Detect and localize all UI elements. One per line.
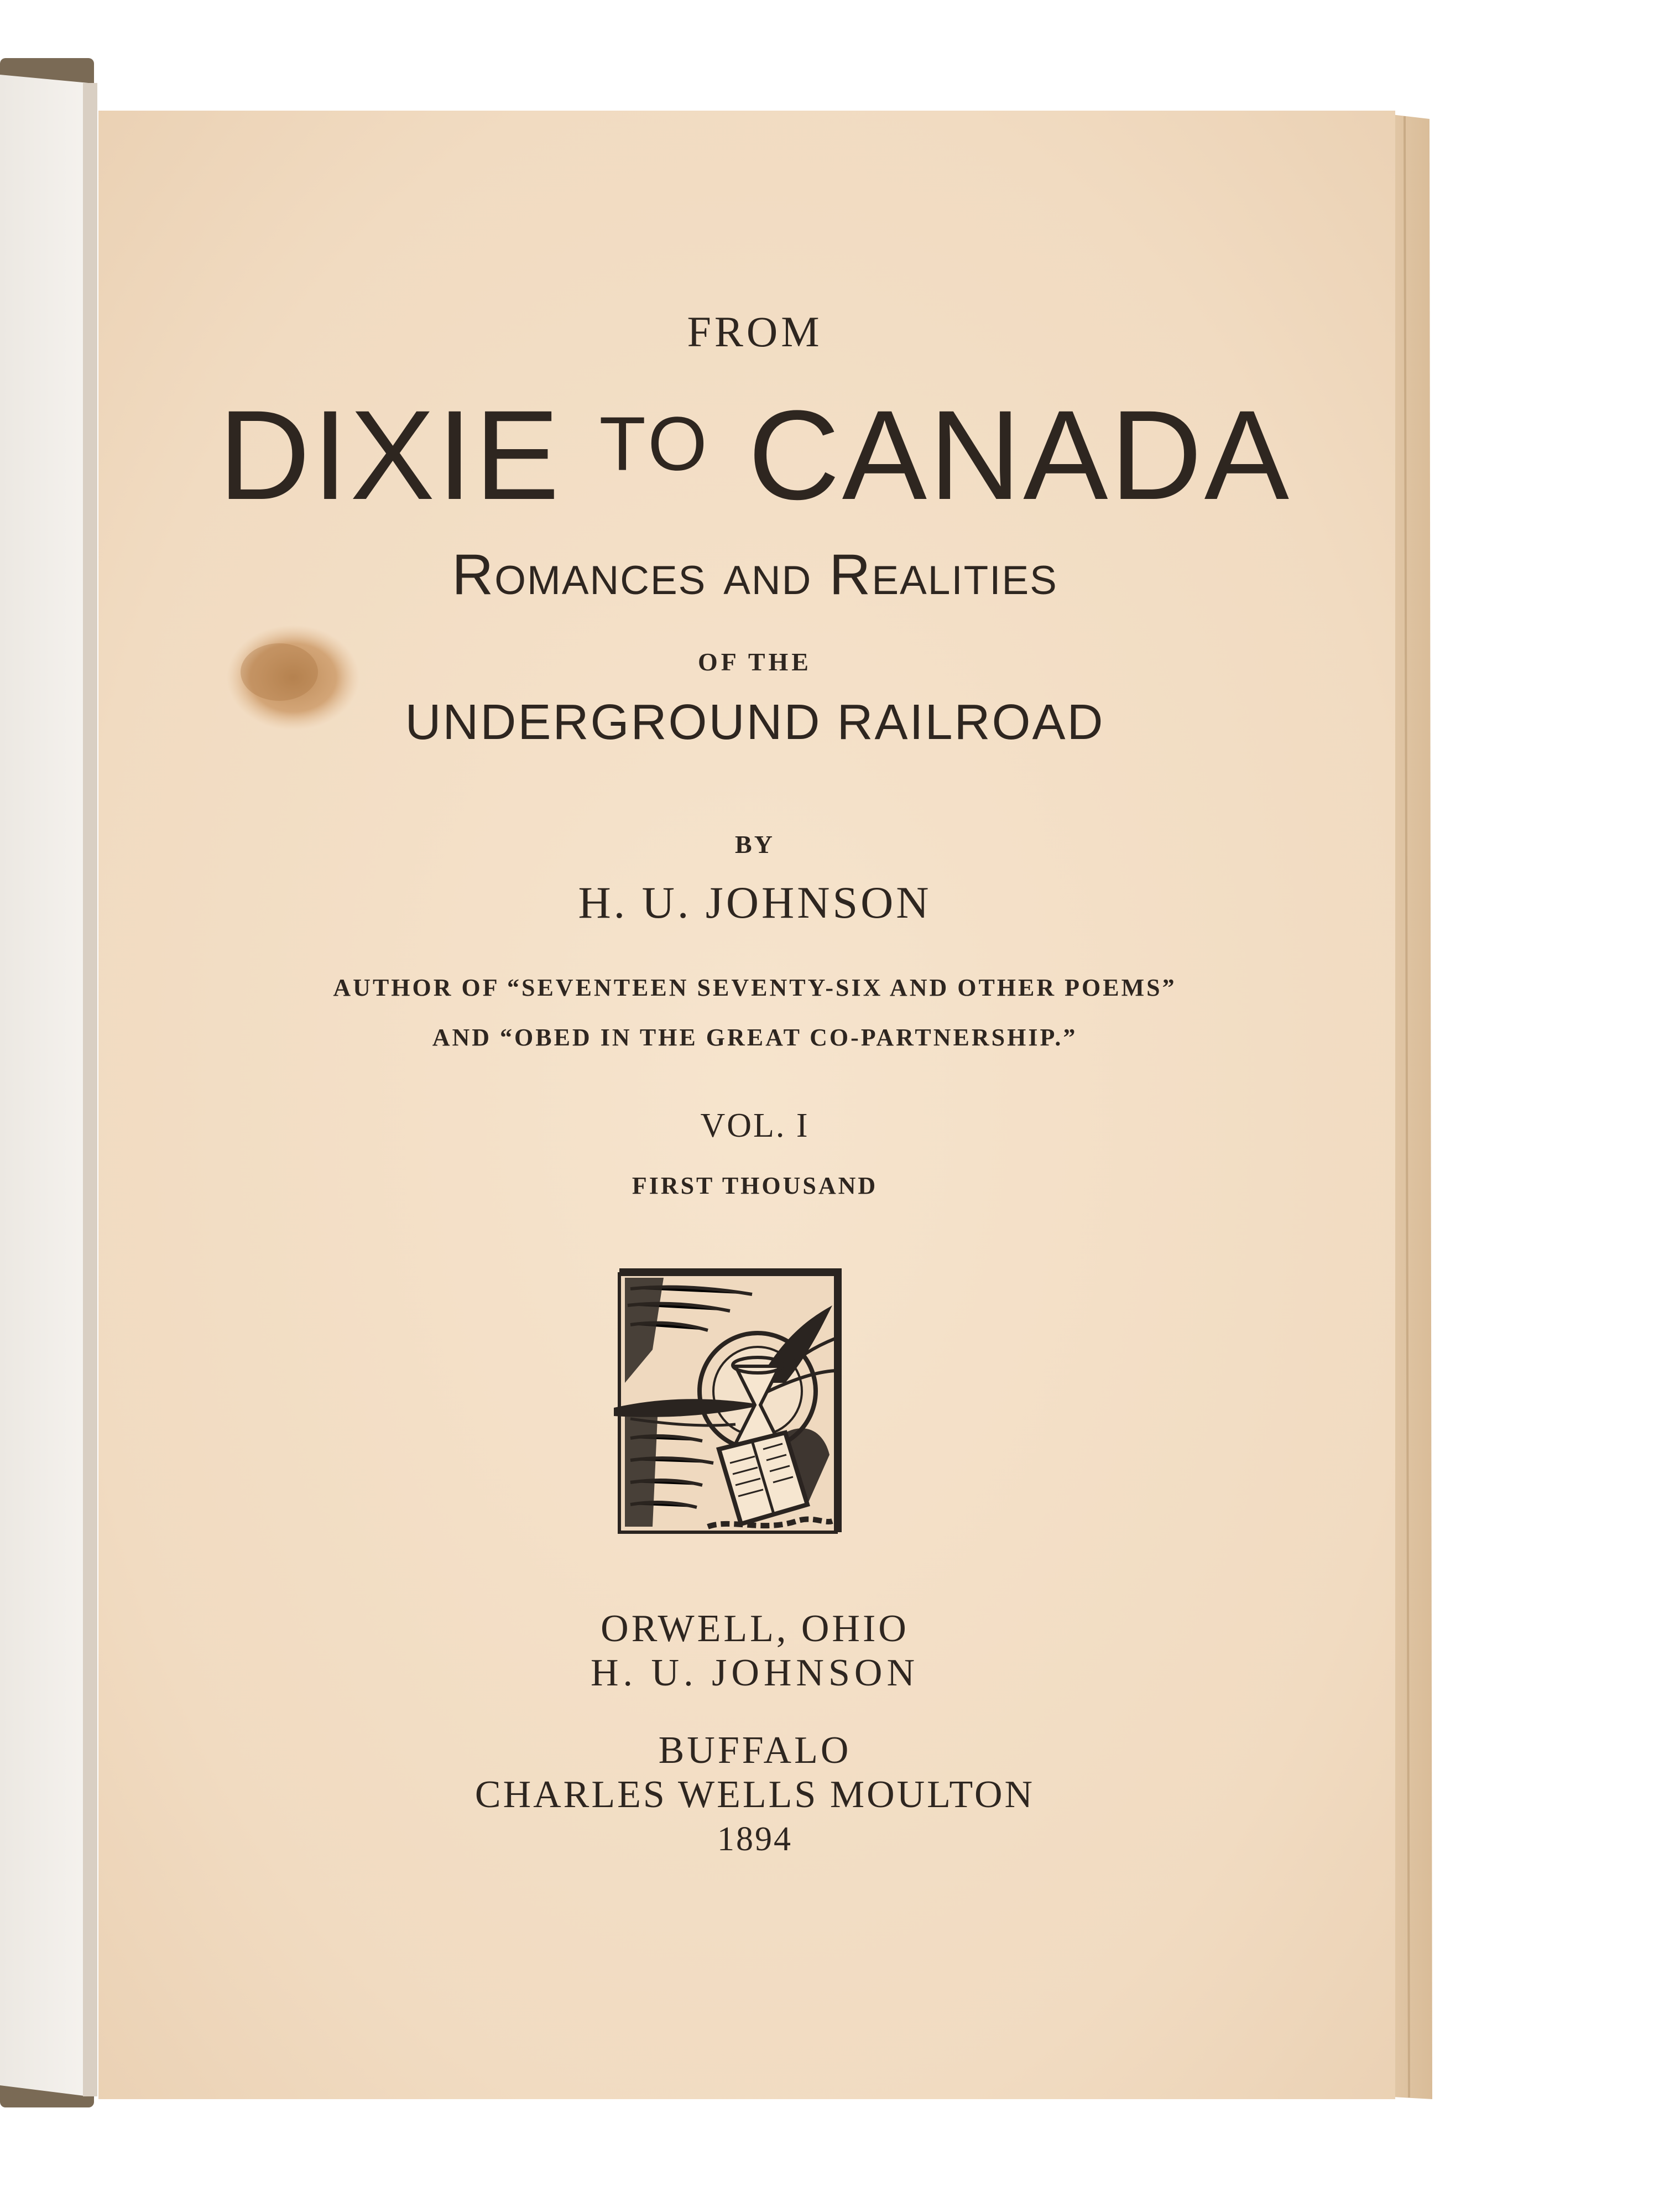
volume-number: VOL. I	[700, 1107, 810, 1144]
byline-label: BY	[735, 830, 775, 858]
title-word-dixie: DIXIE	[218, 384, 562, 526]
main-title	[100, 382, 1410, 528]
title-word-to: TO	[599, 401, 711, 487]
author-name: H. U. JOHNSON	[578, 877, 932, 928]
publication-year: 1894	[717, 1820, 792, 1858]
author-works-line-2: AND “OBED IN THE GREAT CO-PARTNERSHIP.”	[432, 1024, 1078, 1051]
subtitle-connector: OF THE	[698, 648, 812, 676]
subtitle: Romances and Realities	[452, 543, 1058, 607]
printer-name: CHARLES WELLS MOULTON	[474, 1773, 1035, 1816]
subtitle-railroad: UNDERGROUND RAILROAD	[405, 695, 1105, 750]
facing-page	[0, 75, 97, 2096]
printer-city: BUFFALO	[658, 1729, 852, 1772]
edition-statement: FIRST THOUSAND	[632, 1172, 878, 1199]
title-word-canada: CANADA	[748, 384, 1292, 526]
publisher-place: ORWELL, OHIO	[601, 1607, 909, 1650]
title-page-text	[100, 0, 1410, 2212]
publisher-name: H. U. JOHNSON	[590, 1652, 920, 1694]
title-prefix: FROM	[687, 308, 823, 356]
author-works-line-1: AUTHOR OF “SEVENTEEN SEVENTY-SIX AND OTHER POEMS”	[333, 974, 1177, 1001]
